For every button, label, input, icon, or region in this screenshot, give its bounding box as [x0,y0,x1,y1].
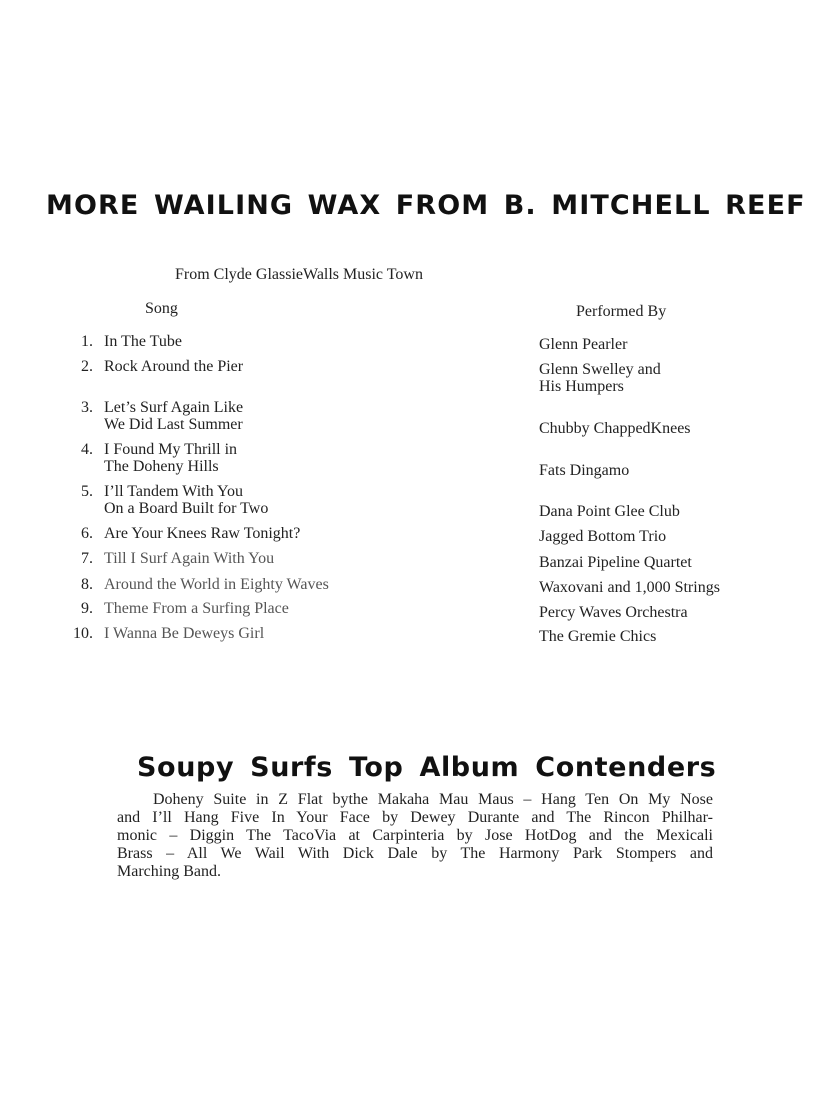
song-performer [539,503,680,520]
song-title-line: I Found My Thrill in [104,441,238,458]
song-number: 3. [81,399,93,416]
album-paragraph-line: monic – Diggin The TacoVia at Carpinteria by Jose HotDog and the Mexicali [117,827,713,844]
song-performer-line: Glenn Pearler [539,336,628,353]
song-number: 4. [81,441,93,458]
song-performer-line: His Humpers [539,378,624,395]
song-performer [539,628,656,645]
song-performer-line: Percy Waves Orchestra [539,604,688,621]
song-performer-line: Dana Point Glee Club [539,503,680,520]
song-title-line: In The Tube [104,333,182,350]
album-paragraph-line: Marching Band. [117,863,221,880]
song-number: 2. [81,358,93,375]
album-heading: Soupy Surfs Top Album Contenders [137,752,717,783]
song-title-line: Rock Around the Pier [104,358,244,375]
song-performer [539,579,720,596]
song-title-line: Around the World in Eighty Waves [104,576,329,593]
song-performer-line: Chubby ChappedKnees [539,420,691,437]
page-subtitle: From Clyde GlassieWalls Music Town [175,266,423,283]
song-title-line: Let’s Surf Again Like [104,399,244,416]
song-title [104,550,274,567]
song-title [104,333,182,350]
song-performer [539,554,692,571]
song-performer [539,336,627,353]
song-title [104,576,329,593]
song-number: 7. [81,550,93,567]
song-title-line: On a Board Built for Two [104,500,269,517]
song-performer-line: The Gremie Chics [539,628,657,645]
song-number: 8. [81,576,93,593]
song-performer [539,361,661,395]
song-title [104,441,237,475]
song-number: 1. [81,333,93,350]
song-title [104,358,243,375]
song-title-line: Are Your Knees Raw Tonight? [104,525,301,542]
song-performer-line: Fats Dingamo [539,462,630,479]
song-performer-line: Waxovani and 1,000 Strings [539,579,720,596]
song-number: 9. [81,600,93,617]
song-title [104,600,289,617]
song-performer [539,604,688,621]
performer-column-header: Performed By [576,303,667,320]
song-title-line: I’ll Tandem With You [104,483,243,500]
song-title-line: We Did Last Summer [104,416,243,433]
song-performer [539,420,691,437]
song-number: 6. [81,525,93,542]
song-title [104,399,243,433]
song-title-line: Theme From a Surfing Place [104,600,289,617]
song-title [104,625,264,642]
album-paragraph-line: and I’ll Hang Five In Your Face by Dewey Durante and The Rincon Philhar- [117,809,713,826]
song-title [104,525,300,542]
song-title [104,483,268,517]
song-performer-line: Banzai Pipeline Quartet [539,554,692,571]
album-paragraph-line: Doheny Suite in Z Flat bythe Makaha Mau Maus – Hang Ten On My Nose [153,791,713,808]
song-title-line: Till I Surf Again With You [104,550,275,567]
album-paragraph [117,791,713,881]
song-number: 10. [73,625,93,642]
song-performer [539,462,629,479]
song-title-line: The Doheny Hills [104,458,219,475]
song-column-header: Song [145,300,178,317]
song-performer-line: Jagged Bottom Trio [539,528,667,545]
song-performer [539,528,666,545]
page-title: MORE WAILING WAX FROM B. MITCHELL REEF [46,190,806,221]
album-paragraph-line: Brass – All We Wail With Dick Dale by The Harmony Park Stompers and [117,845,713,862]
song-performer-line: Glenn Swelley and [539,361,661,378]
song-title-line: I Wanna Be Deweys Girl [104,625,265,642]
song-number: 5. [81,483,93,500]
